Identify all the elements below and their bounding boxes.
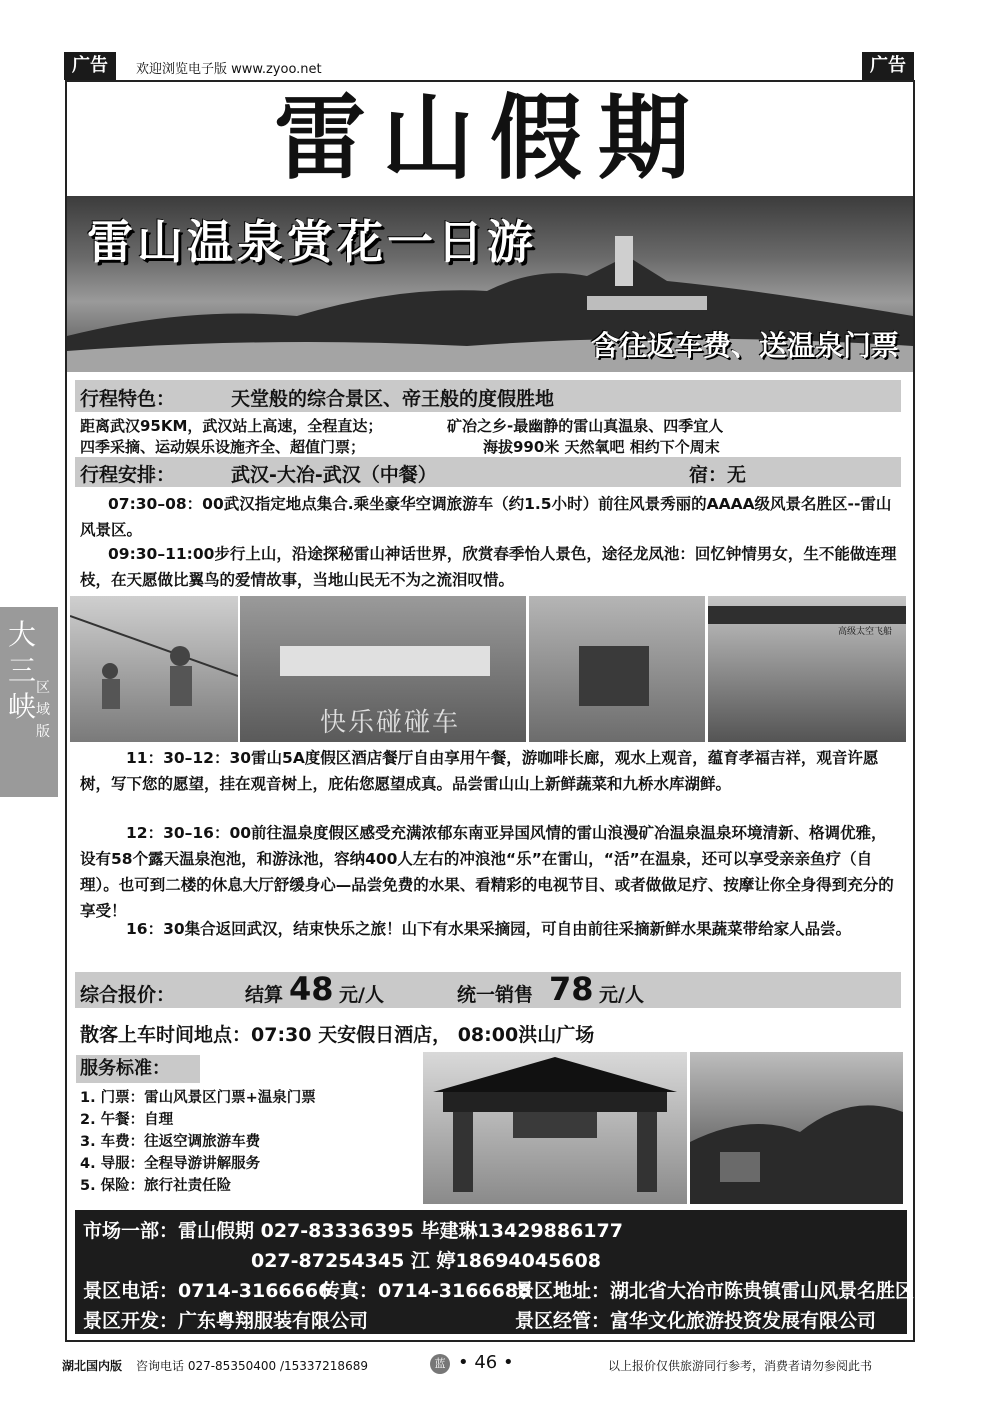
service-item: 5. 保险：旅行社责任险 — [80, 1178, 232, 1194]
schedule-p5: 16：30集合返回武汉，结束快乐之旅！山下有水果采摘园，可自由前往采摘新鲜水果蔬菜带给家人品尝。 — [126, 920, 852, 938]
schedule-p4: 12：30–16：00前往温泉度假区感受充满浓郁东南亚异国风情的雷山浪漫矿冶温泉温泉环境清新、格调优雅，设有58个露天温泉泡池，和游泳池，容纳400人左右的冲浪池“乐”在雷山，“活”在温泉，还可以享受亲亲鱼疗（自理）。也可到二楼的休息大厅舒缓身心—品尝免费的水果、看精彩的电视节目、或者做做足疗、按摩让你全身得到充分的享受！ — [80, 824, 894, 920]
scenic-fax: 传真：0714-3166688 — [321, 1280, 532, 1302]
photo-zipline — [70, 596, 238, 742]
ad-tag-left: 广告 — [64, 52, 116, 80]
schedule-p1: 07:30–08：00武汉指定地点集合.乘坐豪华空调旅游车（约1.5小时）前往风景秀丽的AAAA级风景名胜区--雷山风景区。 — [80, 495, 892, 539]
hero-banner — [67, 196, 913, 372]
settle-unit: 元/人 — [339, 984, 384, 1006]
photo-bumper-cars — [240, 596, 526, 742]
service-list — [80, 1087, 316, 1197]
scenic-operator: 景区经管：富华文化旅游投资发展有限公司 — [515, 1310, 877, 1332]
page-title: 雷山假期 — [273, 85, 706, 192]
photo-archway — [423, 1052, 687, 1204]
feature-row2-left: 四季采摘、运动娱乐设施齐全、超值门票； — [80, 438, 366, 456]
ad-tag-right: 广告 — [862, 52, 914, 80]
photo-spaceship — [708, 596, 906, 742]
sidebar-small-label: 区域版 — [36, 680, 50, 740]
service-item: 2. 午餐：自理 — [80, 1112, 174, 1128]
ridge-art — [690, 1052, 903, 1204]
schedule-p3: 11：30–12：30雷山5A度假区酒店餐厅自由享用午餐，游咖啡长廊，观水上观音，蕴育孝福吉祥，观音许愿树，写下您的愿望，挂在观音树上，庇佑您愿望成真。品尝雷山山上新鲜蔬菜和九桥水库湖鲜。 — [80, 749, 879, 793]
schedule-label: 行程安排： — [80, 464, 176, 486]
feature-row1-right: 矿冶之乡-最幽静的雷山真温泉、四季宜人 — [447, 417, 724, 435]
schedule-stay: 宿：无 — [689, 464, 747, 486]
schedule-p2: 09:30–11:00步行上山，沿途探秘雷山神话世界，欣赏春季怡人景色，途径龙凤池：回忆钟情男女，生不能做连理枝，在天愿做比翼鸟的爱情故事，当地山民无不为之流泪叹惜。 — [80, 545, 897, 589]
region-sidebar — [0, 607, 58, 797]
settle-price: 48 — [289, 970, 334, 1008]
feature-row2-right: 海拔990米 天然氧吧 相约下个周末 — [483, 438, 720, 456]
site-url: 欢迎浏览电子版 www.zyoo.net — [136, 62, 322, 77]
pickup-info: 散客上车时间地点：07:30 天安假日酒店， 08:00洪山广场 — [80, 1024, 595, 1046]
photo-caption-bumper: 快乐碰碰车 — [320, 708, 461, 738]
service-item: 1. 门票：雷山风景区门票+温泉门票 — [80, 1090, 316, 1106]
features-label: 行程特色： — [80, 388, 176, 410]
scenic-address: 景区地址：湖北省大冶市陈贵镇雷山风景名胜区 — [515, 1280, 915, 1302]
price-label: 综合报价： — [80, 984, 176, 1006]
photo-mountain-ridge — [690, 1052, 903, 1204]
price-band — [75, 972, 901, 1008]
archway-art — [423, 1052, 687, 1204]
page-number: • 46 • — [458, 1352, 514, 1373]
service-item: 4. 导服：全程导游讲解服务 — [80, 1156, 261, 1172]
retail-price: 78 — [549, 970, 594, 1008]
features-headline: 天堂般的综合景区、帝王般的度假胜地 — [231, 388, 555, 410]
footer-phone: 咨询电话 027-85350400 /15337218689 — [136, 1359, 368, 1373]
service-title: 服务标准： — [76, 1055, 200, 1083]
schedule-band — [75, 457, 901, 487]
ride-canopy — [708, 606, 906, 624]
ride-roof — [280, 646, 490, 676]
schedule-route: 武汉-大冶-武汉（中餐） — [231, 464, 437, 486]
feature-row1-left: 距离武汉95KM，武汉站上高速，全程直达； — [80, 417, 383, 435]
contact-block — [75, 1210, 915, 1334]
sidebar-big-label: 大三峡 — [8, 618, 37, 723]
photo-gate — [529, 596, 705, 742]
footer-edition: 湖北国内版 — [62, 1359, 123, 1373]
service-item: 3. 车费：往返空调旅游车费 — [80, 1134, 261, 1150]
footer-badge: 蓝 — [430, 1354, 450, 1374]
banner-title: 雷山温泉赏花一日游 — [87, 215, 537, 269]
scenic-developer: 景区开发：广东粤翔服装有限公司 — [83, 1310, 369, 1332]
gate-door — [579, 646, 649, 706]
contact-dept-2: 027-87254345 江 婷18694045608 — [251, 1250, 601, 1272]
retail-unit: 元/人 — [599, 984, 644, 1006]
features-band — [75, 380, 901, 412]
footer-disclaimer: 以上报价仅供旅游同行参考，消费者请勿参阅此书 — [608, 1359, 873, 1373]
photo-caption-spaceship: 高级太空飞船 — [838, 627, 893, 637]
contact-dept: 市场一部：雷山假期 027-83336395 毕建琳13429886177 — [83, 1220, 623, 1242]
scenic-phone: 景区电话：0714-3166666 — [83, 1280, 332, 1302]
retail-label: 统一销售 — [457, 984, 534, 1006]
settle-label: 结算 — [245, 984, 284, 1006]
banner-subtitle: 含往返车费、送温泉门票 — [590, 329, 899, 362]
zipline-photo-art — [70, 596, 238, 742]
